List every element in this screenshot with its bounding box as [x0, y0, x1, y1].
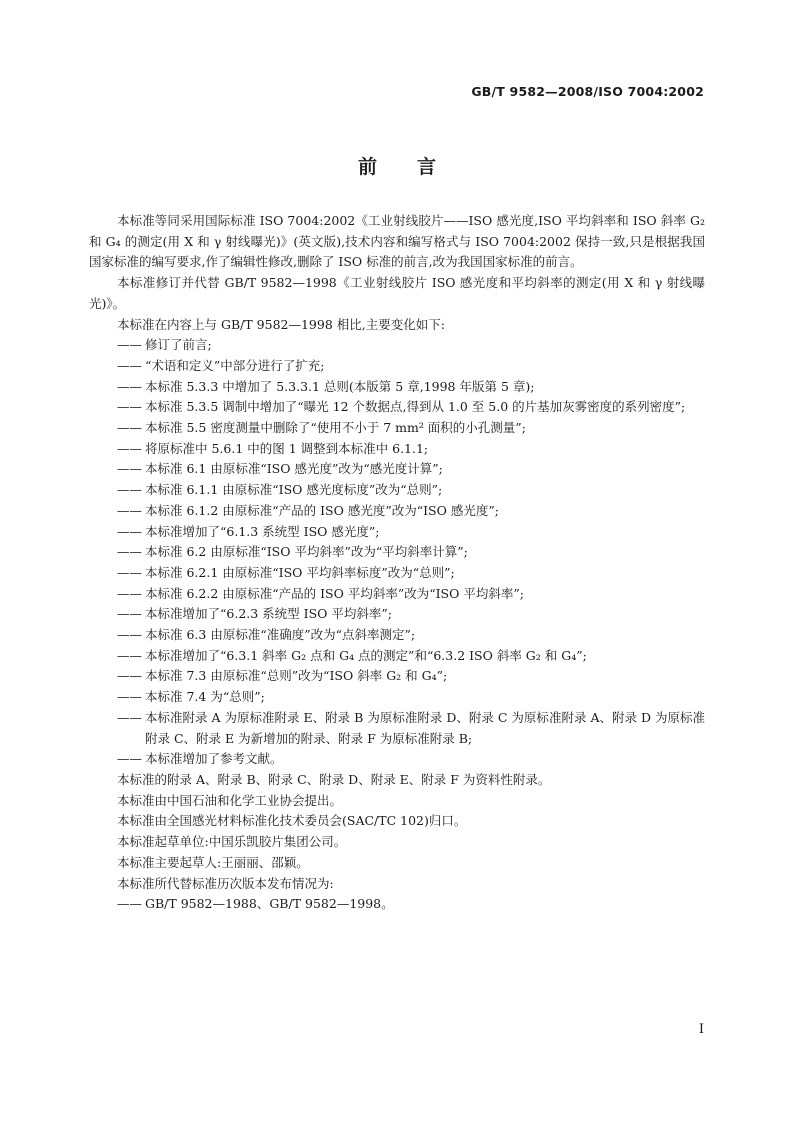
list-item-text: 本标准附录 A 为原标准附录 E、附录 B 为原标准附录 D、附录 C 为原标准附录 A、附录 D 为原标准附录 C、附录 E 为新增加的附录、附录 F 为原标准附录 B; — [145, 709, 705, 746]
list-item — [89, 542, 705, 563]
list-item — [89, 625, 705, 646]
paragraph-drafting-unit: 本标准起草单位:中国乐凯胶片集团公司。 — [117, 834, 347, 850]
standard-code: GB/T 9582—2008/ISO 7004:2002 — [471, 84, 704, 99]
paragraph-proposed-by: 本标准由中国石油和化学工业协会提出。 — [117, 792, 343, 808]
list-item-text: 本标准 6.2.2 由原标准“产品的 ISO 平均斜率”改为“ISO 平均斜率”; — [145, 585, 524, 601]
list-item — [89, 397, 705, 418]
list-item — [89, 377, 705, 398]
list-item-text: 本标准 5.5 密度测量中删除了“使用不小于 7 mm² 面积的小孔测量”; — [145, 420, 526, 436]
list-item-text: 本标准 6.1.1 由原标准“ISO 感光度标度”改为“总则”; — [145, 482, 443, 498]
dash-marker: —— — [117, 378, 142, 394]
dash-marker: —— — [117, 585, 142, 601]
list-item — [89, 418, 705, 439]
list-item-text: 修订了前言; — [145, 337, 212, 353]
dash-marker: —— — [117, 461, 142, 477]
list-item — [89, 646, 705, 667]
dash-marker: —— — [117, 751, 142, 767]
dash-marker: —— — [117, 399, 142, 415]
page-title: 前言 — [357, 156, 476, 178]
list-item — [89, 563, 705, 584]
list-item — [89, 708, 705, 749]
list-item — [89, 666, 705, 687]
paragraph-intro-replaces: 本标准修订并代替 GB/T 9582—1998《工业射线胶片 ISO 感光度和平均斜率的测定(用 X 和 γ 射线曝光)》。 — [89, 275, 705, 311]
list-item — [89, 439, 705, 460]
list-item-text: 本标准增加了“6.1.3 系统型 ISO 感光度”; — [145, 523, 380, 539]
list-item-text: 本标准 6.2.1 由原标准“ISO 平均斜率标度”改为“总则”; — [145, 564, 455, 580]
list-item — [89, 687, 705, 708]
list-item — [89, 584, 705, 605]
dash-marker: —— — [117, 689, 142, 705]
dash-marker: —— — [117, 668, 142, 684]
paragraph-committee: 本标准由全国感光材料标准化技术委员会(SAC/TC 102)归口。 — [117, 813, 467, 829]
list-item-text: 本标准 5.3.3 中增加了 5.3.3.1 总则(本版第 5 章,1998 年版第 5 章); — [145, 378, 535, 394]
paragraph-annexes: 本标准的附录 A、附录 B、附录 C、附录 D、附录 E、附录 F 为资料性附录。 — [117, 771, 551, 787]
list-item — [89, 522, 705, 543]
list-item-text: 本标准 7.3 由原标准“总则”改为“ISO 斜率 G₂ 和 G₄”; — [145, 668, 448, 684]
list-item-text: 将原标准中 5.6.1 中的图 1 调整到本标准中 6.1.1; — [145, 440, 429, 456]
dash-marker: —— — [117, 420, 142, 436]
list-item-text: “术语和定义”中部分进行了扩充; — [145, 357, 325, 373]
dash-marker: —— — [117, 896, 142, 912]
page-number: I — [698, 1022, 704, 1037]
list-item-text: 本标准 7.4 为“总则”; — [145, 689, 265, 705]
list-item — [89, 335, 705, 356]
paragraph-intro-adoption: 本标准等同采用国际标准 ISO 7004:2002《工业射线胶片——ISO 感光度,ISO 平均斜率和 ISO 斜率 G₂ 和 G₄ 的测定(用 X 和 γ 射线曝光)》(英文版),技术内容和编写格式与 ISO 7004:2002 保持一致,只是根据我国国家标准的编写要求,作了编辑性修改,删除了 ISO 标准的前言,改为我国国家标准的前言。 — [89, 213, 705, 270]
dash-marker: —— — [117, 564, 142, 580]
dash-marker: —— — [117, 337, 142, 353]
list-item-text: 本标准增加了“6.3.1 斜率 G₂ 点和 G₄ 点的测定”和“6.3.2 ISO 斜率 G₂ 和 G₄”; — [145, 647, 587, 663]
dash-marker: —— — [117, 357, 142, 373]
dash-marker: —— — [117, 502, 142, 518]
dash-marker: —— — [117, 627, 142, 643]
list-item-text: 本标准 6.3 由原标准“准确度”改为“点斜率测定”; — [145, 627, 416, 643]
list-item — [89, 501, 705, 522]
dash-marker: —— — [117, 606, 142, 622]
paragraph-intro-changes: 本标准在内容上与 GB/T 9582—1998 相比,主要变化如下: — [117, 316, 445, 332]
dash-marker: —— — [117, 523, 142, 539]
list-item — [89, 356, 705, 377]
paragraph-history-intro: 本标准所代替标准历次版本发布情况为: — [117, 875, 334, 891]
list-item — [89, 459, 705, 480]
list-item-text: 本标准增加了“6.2.3 系统型 ISO 平均斜率”; — [145, 606, 392, 622]
list-item — [89, 480, 705, 501]
dash-marker: —— — [117, 440, 142, 456]
dash-marker: —— — [117, 482, 142, 498]
changes-list — [89, 335, 705, 770]
dash-marker: —— — [117, 709, 142, 725]
dash-marker: —— — [117, 544, 142, 560]
document-body — [89, 211, 705, 915]
history-text: GB/T 9582—1988、GB/T 9582—1998。 — [145, 896, 394, 912]
paragraph-drafters: 本标准主要起草人:王丽丽、邵颖。 — [117, 854, 309, 870]
list-item — [89, 604, 705, 625]
list-item-text: 本标准 6.1.2 由原标准“产品的 ISO 感光度”改为“ISO 感光度”; — [145, 502, 499, 518]
list-item-text: 本标准 6.1 由原标准“ISO 感光度”改为“感光度计算”; — [145, 461, 443, 477]
dash-marker: —— — [117, 647, 142, 663]
list-item-text: 本标准 6.2 由原标准“ISO 平均斜率”改为“平均斜率计算”; — [145, 544, 468, 560]
list-item-text: 本标准 5.3.5 调制中增加了“曝光 12 个数据点,得到从 1.0 至 5.0 的片基加灰雾密度的系列密度”; — [145, 399, 686, 415]
list-item-text: 本标准增加了参考文献。 — [145, 751, 283, 767]
history-item — [89, 894, 705, 915]
list-item — [89, 749, 705, 770]
